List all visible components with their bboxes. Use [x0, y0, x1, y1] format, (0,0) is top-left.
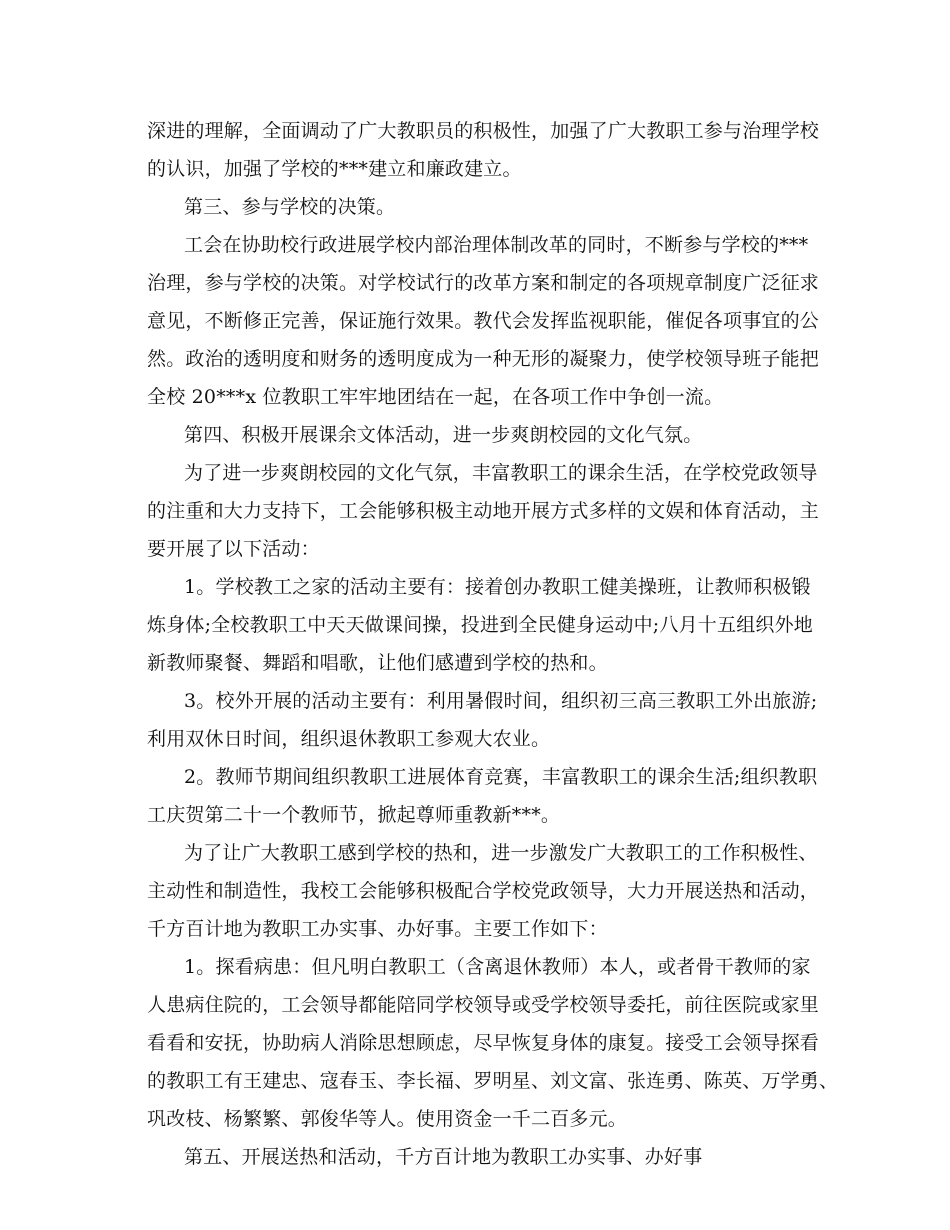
text-line: 深进的理解，全面调动了广大教职员的积极性，加强了广大教职工参与治理学校 [147, 120, 820, 142]
text-line: 人患病住院的，工会领导都能陪同学校领导或受学校领导委托，前往医院或家里 [147, 994, 820, 1016]
list-item: 1。探看病患：但凡明白教职工（含离退休教师）本人，或者骨干教师的家 [184, 956, 811, 978]
list-item: 3。校外开展的活动主要有：利用暑假时间，组织初三高三教职工外出旅游; [184, 690, 818, 712]
text-line: 治理，参与学校的决策。对学校试行的改革方案和制定的各项规章制度广泛征求 [147, 272, 820, 294]
text-line: 工庆贺第二十一个教师节，掀起尊师重教新***。 [147, 804, 561, 826]
text-line: 为了进一步爽朗校园的文化气氛，丰富教职工的课余生活，在学校党政领导 [184, 462, 818, 484]
list-item: 1。学校教工之家的活动主要有：接着创办教职工健美操班，让教师积极锻 [184, 576, 811, 598]
text-line: 工会在协助校行政进展学校内部治理体制改革的同时，不断参与学校的*** [184, 234, 809, 256]
section-heading: 第四、积极开展课余文体活动，进一步爽朗校园的文化气氛。 [184, 424, 703, 446]
text-line: 新教师聚餐、舞蹈和唱歌，让他们感遭到学校的热和。 [147, 652, 608, 674]
text-line: 要开展了以下活动： [147, 538, 320, 560]
text-line: 千方百计地为教职工办实事、办好事。主要工作如下： [147, 918, 608, 940]
text-line: 的认识，加强了学校的***建立和廉政建立。 [147, 158, 522, 180]
section-heading: 第三、参与学校的决策。 [184, 196, 396, 218]
text-line: 主动性和制造性，我校工会能够积极配合学校党政领导，大力开展送热和活动， [147, 880, 820, 902]
list-item: 2。教师节期间组织教职工进展体育竞赛，丰富教职工的课余生活;组织教职 [184, 766, 818, 788]
text-line: 利用双休日时间，组织退休教职工参观大农业。 [147, 728, 551, 750]
text-line: 看看和安抚，协助病人消除思想顾虑，尽早恢复身体的康复。接受工会领导探看 [147, 1032, 820, 1054]
text-line: 的注重和大力支持下，工会能够积极主动地开展方式多样的文娱和体育活动，主 [147, 500, 820, 522]
text-line: 炼身体;全校教职工中天天做课间操，投进到全民健身运动中;八月十五组织外地 [147, 614, 814, 636]
text-line: 意见，不断修正完善，保证施行效果。教代会发挥监视职能，催促各项事宜的公 [147, 310, 820, 332]
text-line: 为了让广大教职工感到学校的热和，进一步激发广大教职工的工作积极性、 [184, 842, 818, 864]
text-line: 全校 20***x 位教职工牢牢地团结在一起，在各项工作中争创一流。 [147, 386, 724, 408]
text-line: 的教职工有王建忠、寇春玉、李长福、罗明星、刘文富、张连勇、陈英、万学勇、 [147, 1070, 839, 1092]
text-line: 然。政治的透明度和财务的透明度成为一种无形的凝聚力，使学校领导班子能把 [147, 348, 820, 370]
text-line: 巩改枝、杨繁繁、郭俊华等人。使用资金一千二百多元。 [147, 1108, 628, 1130]
section-heading: 第五、开展送热和活动，千方百计地为教职工办实事、办好事 [184, 1146, 703, 1168]
